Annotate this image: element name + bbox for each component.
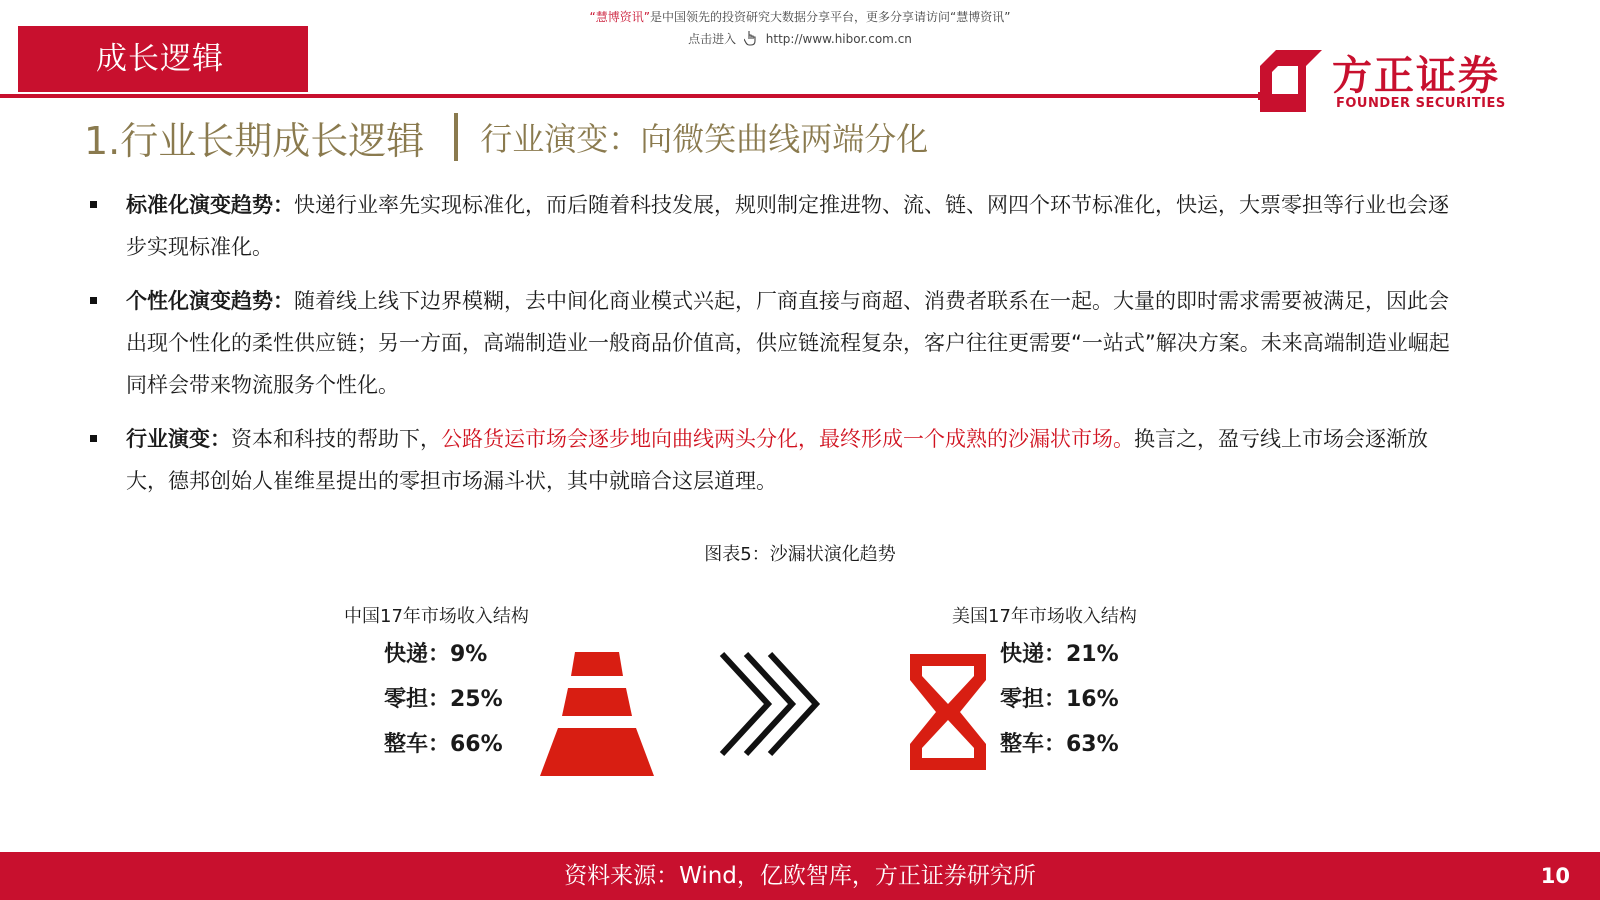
footer-bar [0,852,1600,900]
usa-panel-title: 美国17年市场收入结构 [952,606,1137,627]
bullet-item [90,184,1460,268]
bullet-highlight-text: 公路货运市场会逐步地向曲线两头分化，最终形成一个成熟的沙漏状市场。 [441,427,1134,451]
bullet-text: 随着线上线下边界模糊，去中间化商业模式兴起，厂商直接与商超、消费者联系在一起。大量的即时需求需要被满足，因此会出现个性化的柔性供应链；另一方面，高端制造业一般商品价值高，供应链流程复杂，客户往往更需要“一站式”解决方案。未来高端制造业崛起同样会带来物流服务个性化。 [126,289,1450,397]
china-panel-title: 中国17年市场收入结构 [344,606,529,627]
page-title-row [84,112,928,162]
share-item: 快递：21% [1000,642,1119,667]
watermark-text: 是中国领先的投资研究大数据分享平台，更多分享请访问“慧博资讯” [650,10,1011,24]
share-item: 零担：25% [384,687,503,712]
bullet-item [90,418,1460,502]
funnel-triangle-icon [540,652,654,776]
bullet-marker [90,297,97,304]
bullet-item [90,280,1460,406]
top-divider [0,94,1262,98]
logo-name-en: FOUNDER SECURITIES [1336,96,1506,111]
company-logo [1258,42,1528,118]
usa-share-list [1000,632,1119,767]
figure-caption: 图表5：沙漏状演化趋势 [704,544,896,565]
bullet-list [90,184,1460,514]
share-item: 零担：16% [1000,687,1119,712]
china-share-list [384,632,503,767]
share-item: 快递：9% [384,642,488,667]
bullet-label: 标准化演变趋势： [126,193,294,217]
watermark-quote-open: “ [589,10,596,24]
bullet-text: 资本和科技的帮助下， [231,427,441,451]
page-number: 10 [1540,864,1570,888]
watermark-quote-close: ” [643,10,650,24]
page-subtitle: 行业演变：向微笑曲线两端分化 [480,120,929,158]
bullet-label: 个性化演变趋势： [126,289,294,313]
triple-chevron-right-icon [718,648,828,762]
section-tab: 成长逻辑 [18,26,308,92]
bullet-marker [90,201,97,208]
watermark-brand: 慧博资讯 [595,10,644,24]
source-note: 资料来源：Wind，亿欧智库，方正证券研究所 [564,863,1036,889]
share-item: 整车：63% [1000,732,1119,757]
page-title: 1.行业长期成长逻辑 [84,118,425,163]
pointer-hand-icon [744,30,758,46]
bullet-label: 行业演变： [126,427,231,451]
hourglass-icon [910,654,986,770]
bullet-text: 换言之，盈亏线上市场会逐渐放大，德邦创始人崔维星提出的零担市场漏斗状，其中就暗合这层道理。 [126,427,1428,493]
watermark-url-link[interactable]: http://www.hibor.com.cn [765,32,912,46]
watermark-line-1 [0,6,1600,28]
logo-name-cn: 方正证券 [1332,53,1500,99]
logo-mark-icon [1258,48,1324,114]
bullet-text: 快递行业率先实现标准化，而后随着科技发展，规则制定推进物、流、链、网四个环节标准化，快运，大票零担等行业也会逐步实现标准化。 [126,193,1449,259]
watermark-prefix: 点击进入 [688,32,737,46]
title-separator [454,113,458,161]
share-item: 整车：66% [384,732,503,757]
bullet-marker [90,435,97,442]
